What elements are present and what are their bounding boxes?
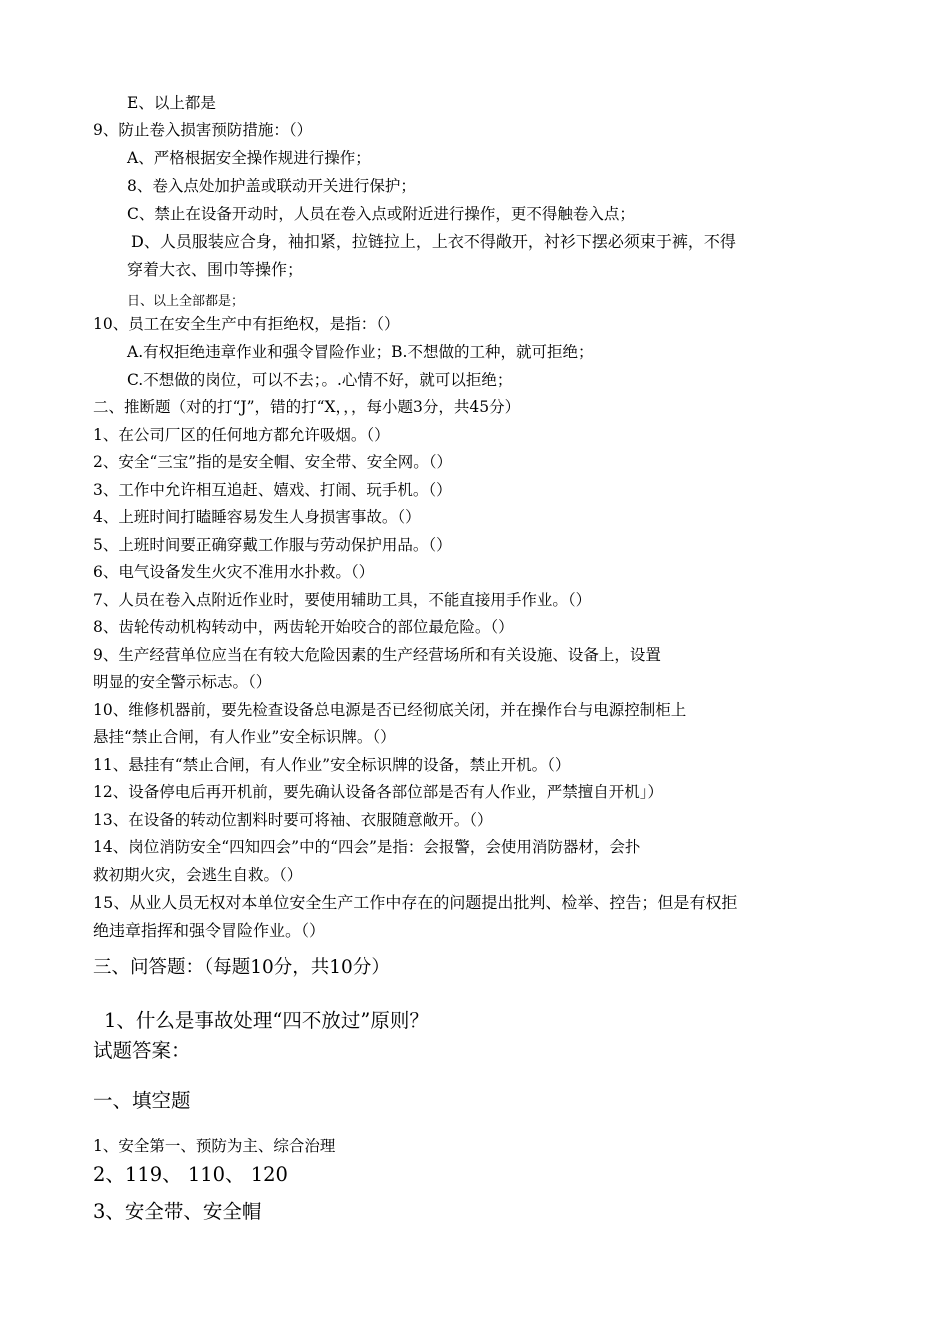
judgement-item: 11、悬挂有“禁止合闸，有人作业”安全标识牌的设备，禁止开机。（） [93,756,571,774]
section3-question-1: 1、什么是事故处理“四不放过”原则？ [104,1009,429,1032]
section2-heading: 二、推断题（对的打“J”，错的打“X，，，每小题3分，共45分） [93,398,521,416]
q9-option-e: 日、以上全部都是； [127,294,245,309]
judgement-item: 10、维修机器前，要先检查设备总电源是否已经彻底关闭，并在操作台与电源控制柜上 [93,701,687,719]
judgement-item: 3、工作中允许相互追赶、嬉戏、打闹、玩手机。（） [93,481,452,499]
judgement-item: 4、上班时间打瞌睡容易发生人身损害事故。（） [93,508,421,526]
q9-option-b: 8、卷入点处加护盖或联动开关进行保护； [127,177,416,195]
q9-option-d-line2: 穿着大衣、围巾等操作； [127,260,304,279]
answers-heading: 试题答案： [93,1039,191,1062]
q9-option-a: A、严格根据安全操作规进行操作； [127,149,371,167]
judgement-item: 15、从业人员无权对本单位安全生产工作中存在的问题提出批判、检举、控告；但是有权拒 [93,893,738,912]
judgement-item: 6、电气设备发生火灾不准用水扑救。（） [93,563,375,581]
answer-3: 3、安全带、安全帽 [93,1200,262,1223]
judgement-item: 9、生产经营单位应当在有较大危险因素的生产经营场所和有关设施、设备上，设置 [93,646,661,664]
q8-option-e: E、以上都是 [127,94,216,112]
judgement-item-continuation: 明显的安全警示标志。（） [93,673,272,691]
answers-section1-heading: 一、填空题 [93,1089,191,1112]
judgement-item: 2、安全“三宝”指的是安全帽、安全带、安全网。（） [93,453,452,471]
answer-1: 1、安全第一、预防为主、综合治理 [93,1137,336,1155]
judgement-item: 13、在设备的转动位割料时要可将袖、衣服随意敞开。（） [93,811,493,829]
judgement-item-continuation: 绝违章指挥和强令冒险作业。（） [93,921,326,940]
q9-title: 9、防止卷入损害预防措施：（） [93,121,313,139]
judgement-item: 14、岗位消防安全“四知四会”中的“四会”是指：会报警，会使用消防器材，会扑 [93,838,641,856]
answer-2: 2、119、 110、 120 [93,1163,288,1186]
section3-heading: 三、问答题：（每题10分，共10分） [93,957,390,978]
q10-options-line1: A.有权拒绝违章作业和强令冒险作业；B.不想做的工种，就可拒绝； [127,343,594,361]
judgement-item-continuation: 救初期火灾，会逃生自救。（） [93,866,303,884]
judgement-item: 7、人员在卷入点附近作业时，要使用辅助工具，不能直接用手作业。（） [93,591,592,609]
judgement-item: 8、齿轮传动机构转动中，两齿轮开始咬合的部位最危险。（） [93,618,514,636]
judgement-item: 1、在公司厂区的任何地方都允许吸烟。（） [93,426,390,444]
judgement-item: 5、上班时间要正确穿戴工作服与劳动保护用品。（） [93,536,452,554]
judgement-item: 12、设备停电后再开机前，要先确认设备各部位部是否有人作业，严禁擅自开机」） [93,783,663,801]
q10-options-line2: C.不想做的岗位，可以不去；。.心情不好，就可以拒绝； [127,371,513,389]
q9-option-d-line1: D、人员服装应合身，袖扣紧，拉链拉上，上衣不得敞开，衬衫下摆必须束于裤，不得 [131,232,736,251]
q10-title: 10、员工在安全生产中有拒绝权，是指：（） [93,315,400,333]
q9-option-c: C、禁止在设备开动时，人员在卷入点或附近进行操作，更不得触卷入点； [127,205,635,223]
judgement-item-continuation: 悬挂“禁止合闸，有人作业”安全标识牌。（） [93,728,396,746]
